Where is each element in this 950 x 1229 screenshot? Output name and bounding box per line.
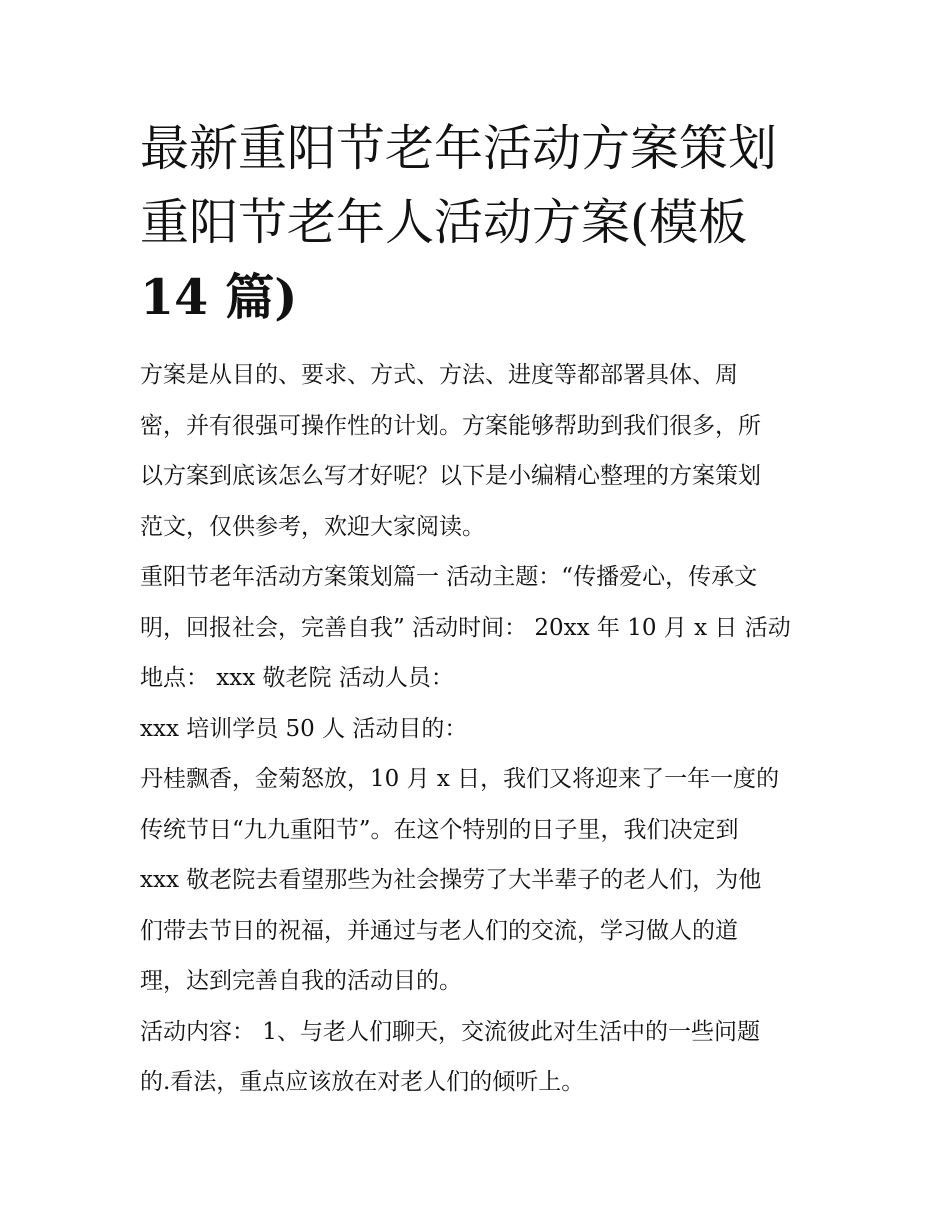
- purpose-paragraph: [140, 754, 814, 1007]
- paragraph-line: xxx 培训学员 50 人 活动目的：: [140, 715, 468, 742]
- paragraph-line: xxx 敬老院去看望那些为社会操劳了大半辈子的老人们，为他: [140, 867, 762, 893]
- title-line: 重阳节老年人活动方案(模板: [140, 194, 748, 251]
- activity-content-paragraph: [140, 1007, 814, 1108]
- paragraph-line: 的.看法，重点应该放在对老人们的倾听上。: [140, 1069, 585, 1095]
- participants-paragraph: [140, 704, 814, 755]
- title-line: 14 篇): [140, 268, 298, 326]
- paragraph-line: 方案是从目的、要求、方式、方法、进度等都部署具体、周: [140, 362, 738, 388]
- paragraph-line: 范文，仅供参考，欢迎大家阅读。: [140, 513, 485, 540]
- plan-one-paragraph: [140, 552, 814, 704]
- paragraph-line: 们带去节日的祝福，并通过与老人们的交流，学习做人的道: [140, 917, 738, 944]
- title-line: 最新重阳节老年活动方案策划: [140, 120, 778, 177]
- paragraph-line: 重阳节老年活动方案策划篇一 活动主题：“传播爱心，传承文: [140, 564, 758, 590]
- paragraph-line: 丹桂飘香，金菊怒放，10 月 x 日，我们又将迎来了一年一度的: [140, 766, 780, 792]
- paragraph-line: 传统节日“九九重阳节”。在这个特别的日子里，我们决定到: [140, 816, 739, 843]
- paragraph-line: 理，达到完善自我的活动目的。: [140, 968, 462, 994]
- intro-paragraph: [140, 350, 814, 552]
- paragraph-line: 地点： xxx 敬老院 活动人员：: [140, 665, 454, 691]
- paragraph-line: 以方案到底该怎么写才好呢？以下是小编精心整理的方案策划: [140, 463, 761, 489]
- paragraph-line: 密，并有很强可操作性的计划。方案能够帮助到我们很多，所: [140, 412, 761, 439]
- document-content: [140, 112, 814, 1108]
- paragraph-line: 活动内容： 1、与老人们聊天，交流彼此对生活中的一些问题: [140, 1018, 760, 1045]
- document-title: [140, 112, 814, 334]
- paragraph-line: 明，回报社会，完善自我” 活动时间： 20xx 年 10 月 x 日 活动: [140, 614, 791, 641]
